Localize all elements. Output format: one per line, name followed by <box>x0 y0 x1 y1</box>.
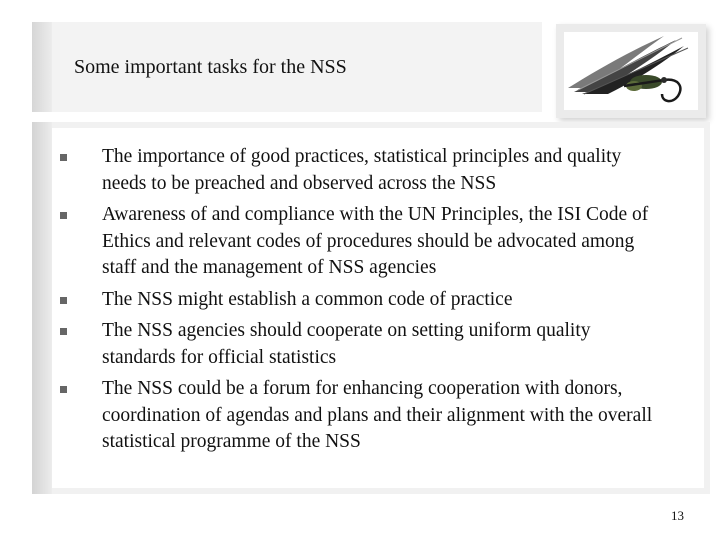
bullet-text: Awareness of and compliance with the UN Principles, the ISI Code of Ethics and relevant codes of procedures should be advocated among staff and the management of NSS agencies <box>102 204 649 278</box>
image-frame <box>556 24 706 118</box>
square-bullet-icon <box>60 297 67 304</box>
bullet-text: The NSS might establish a common code of practice <box>102 288 513 310</box>
fishing-fly-icon <box>564 32 698 110</box>
bullet-text: The NSS agencies should cooperate on setting uniform quality standards for official statistics <box>102 320 591 368</box>
list-item <box>60 287 660 314</box>
square-bullet-icon <box>60 212 67 219</box>
list-item <box>60 202 660 282</box>
bullet-text: The NSS could be a forum for enhancing cooperation with donors, coordination of agendas and plans and their alignment with the overall statistical programme of the NSS <box>102 378 653 452</box>
square-bullet-icon <box>60 154 67 161</box>
content-panel-accent <box>32 122 52 494</box>
page-number: 13 <box>671 508 684 523</box>
title-panel-accent <box>32 22 52 112</box>
bullet-list <box>60 144 660 461</box>
square-bullet-icon <box>60 328 67 335</box>
slide-title: Some important tasks for the NSS <box>74 56 347 78</box>
list-item <box>60 144 660 197</box>
list-item <box>60 376 660 456</box>
list-item <box>60 318 660 371</box>
bullet-text: The importance of good practices, statistical principles and quality needs to be preached and observed across the NSS <box>102 146 622 194</box>
square-bullet-icon <box>60 386 67 393</box>
